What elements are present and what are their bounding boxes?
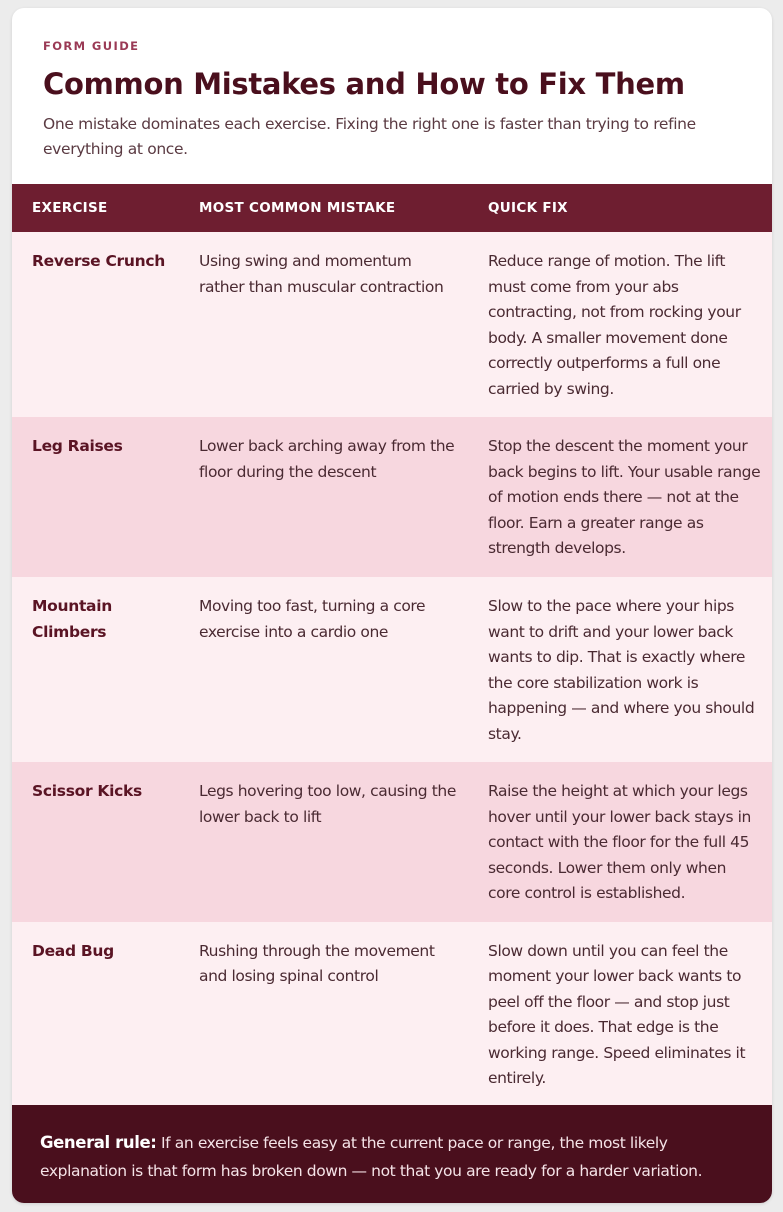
fix-cell: Raise the height at which your legs hover until your lower back stays in contact with the floor for the full 45 seconds. Lower them only when core control is established. (488, 782, 751, 902)
fix-cell: Slow down until you can feel the moment your lower back wants to peel off the floor — and stop just before it does. That edge is the working range. Speed eliminates it entirely. (488, 941, 746, 1087)
mistakes-table (12, 184, 772, 1107)
exercise-cell: Mountain Climbers (32, 597, 112, 641)
exercise-cell: Reverse Crunch (32, 252, 165, 270)
card-header (12, 8, 772, 184)
mistake-cell: Using swing and momentum rather than muscular contraction (199, 252, 444, 296)
general-rule-text: If an exercise feels easy at the current pace or range, the most likely explanation is that form has broken down — not that you are ready for a harder variation. (40, 1134, 703, 1180)
page-subtitle: One mistake dominates each exercise. Fixing the right one is faster than trying to refine everything at once. (43, 115, 696, 158)
table-row (12, 762, 772, 922)
exercise-cell: Scissor Kicks (32, 782, 142, 800)
page-title: Common Mistakes and How to Fix Them (43, 67, 685, 101)
eyebrow-label: FORM GUIDE (43, 39, 140, 53)
fix-cell: Reduce range of motion. The lift must come from your abs contracting, not from rocking your body. A smaller movement done correctly outperforms a full one carried by swing. (488, 252, 741, 398)
mistake-cell: Moving too fast, turning a core exercise into a cardio one (199, 597, 426, 641)
mistake-cell: Lower back arching away from the floor during the descent (199, 437, 455, 481)
exercise-cell: Dead Bug (32, 941, 114, 960)
exercise-cell: Leg Raises (32, 437, 123, 455)
form-guide-card (12, 8, 772, 1203)
mistake-cell: Rushing through the movement and losing spinal control (199, 941, 435, 985)
table-row (12, 922, 772, 1107)
general-rule-callout (12, 1105, 772, 1203)
table-row (12, 232, 772, 417)
table-header-row (12, 184, 772, 232)
table-row (12, 577, 772, 762)
general-rule-label: General rule: (40, 1133, 157, 1152)
column-header-mistake: MOST COMMON MISTAKE (199, 200, 396, 216)
table-row (12, 417, 772, 577)
column-header-exercise: EXERCISE (32, 200, 108, 216)
mistake-cell: Legs hovering too low, causing the lower back to lift (199, 782, 456, 826)
fix-cell: Stop the descent the moment your back begins to lift. Your usable range of motion ends there — not at the floor. Earn a greater range as strength develops. (488, 437, 761, 557)
column-header-fix: QUICK FIX (488, 200, 568, 216)
fix-cell: Slow to the pace where your hips want to drift and your lower back wants to dip. That is exactly where the core stabilization work is happening — and where you should stay. (488, 597, 755, 743)
